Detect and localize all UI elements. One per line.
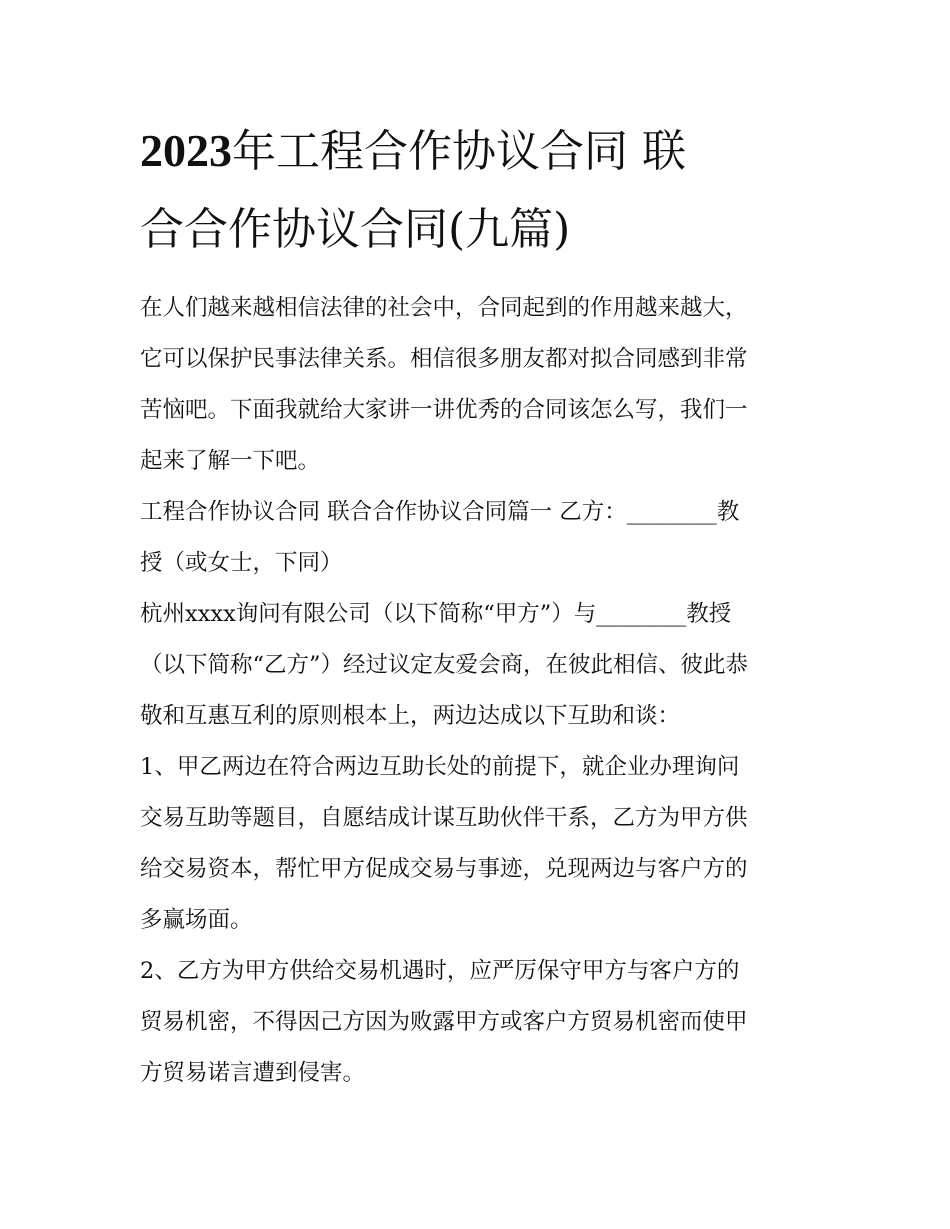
clause-2-paragraph xyxy=(140,946,830,1099)
document-body xyxy=(140,283,830,1099)
text-line: 它可以保护民事法律关系。相信很多朋友都对拟合同感到非常 xyxy=(140,346,748,372)
clause-1-paragraph xyxy=(140,742,830,946)
title-line1-rest: 年工程合作协议合同 联 xyxy=(232,126,686,177)
text-line: （以下简称“乙方”）经过议定友爱会商，在彼此相信、彼此恭 xyxy=(140,652,749,678)
text-line: 贸易机密，不得因己方因为败露甲方或客户方贸易机密而使甲 xyxy=(140,1009,748,1035)
section-heading-paragraph xyxy=(140,487,830,589)
text-line: 2、乙方为甲方供给交易机遇时，应严厉保守甲方与客户方的 xyxy=(140,958,740,984)
intro-paragraph xyxy=(140,283,830,487)
text-line: 起来了解一下吧。 xyxy=(140,448,321,474)
document-title xyxy=(140,112,830,269)
text-line: 敬和互惠互利的原则根本上，两边达成以下互助和谈： xyxy=(140,703,681,729)
text-line: 方贸易诺言遭到侵害。 xyxy=(140,1060,366,1086)
text-line: 苦恼吧。下面我就给大家讲一讲优秀的合同该怎么写，我们一 xyxy=(140,397,748,423)
text-line: 杭州xxxx询问有限公司（以下简称“甲方”）与________教授 xyxy=(140,601,732,627)
text-line: 多赢场面。 xyxy=(140,907,253,933)
text-line: 工程合作协议合同 联合合作协议合同篇一 乙方：________教 xyxy=(140,499,740,525)
document-page xyxy=(140,112,830,1099)
text-line: 交易互助等题目，自愿结成计谋互助伙伴干系，乙方为甲方供 xyxy=(140,805,748,831)
text-line: 授（或女士，下同） xyxy=(140,550,343,576)
parties-paragraph xyxy=(140,589,830,742)
text-line: 1、甲乙两边在符合两边互助长处的前提下，就企业办理询问 xyxy=(140,754,740,780)
title-line2: 合合作协议合同(九篇) xyxy=(140,204,571,255)
text-line: 在人们越来越相信法律的社会中，合同起到的作用越来越大， xyxy=(140,295,748,321)
text-line: 给交易资本，帮忙甲方促成交易与事迹，兑现两边与客户方的 xyxy=(140,856,748,882)
title-year: 2023 xyxy=(140,125,232,176)
